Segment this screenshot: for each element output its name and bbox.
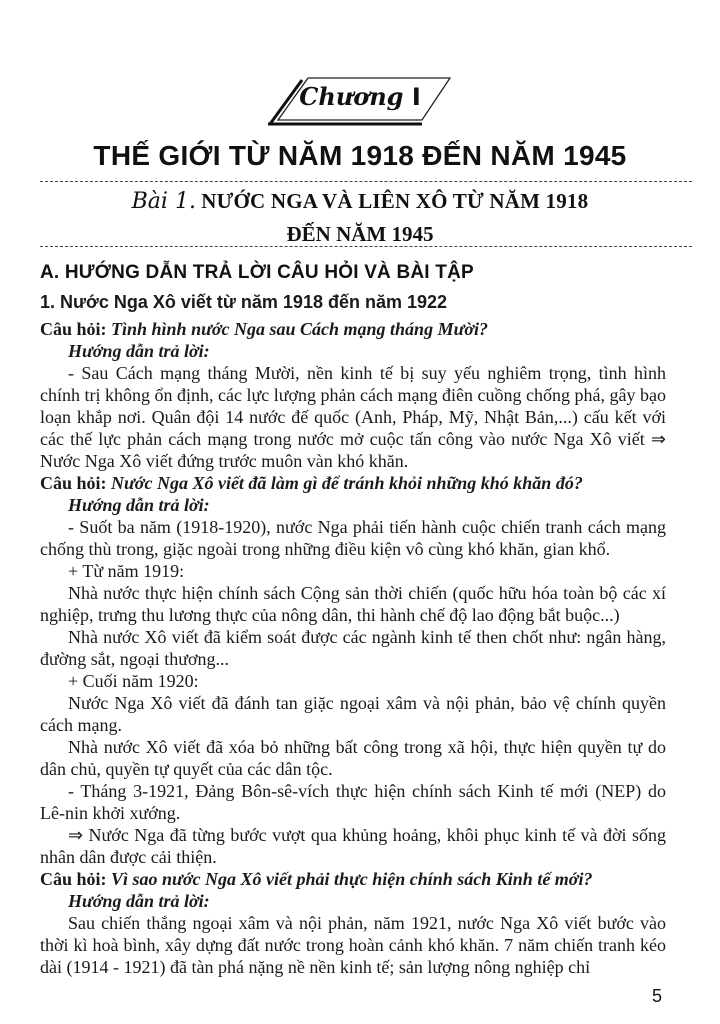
chapter-banner — [250, 68, 460, 128]
question-text: Tình hình nước Nga sau Cách mạng tháng Mười? — [111, 319, 489, 339]
question-3 — [40, 868, 666, 890]
answer-paragraph: Nhà nước Xô viết đã xóa bỏ những bất công trong xã hội, thực hiện quyền tự do dân chủ, quyền tự quyết của các dân tộc. — [40, 737, 666, 779]
answer-paragraph: Nước Nga Xô viết đã đánh tan giặc ngoại xâm và nội phản, bảo vệ chính quyền cách mạng. — [40, 693, 666, 735]
question-1 — [40, 318, 666, 340]
question-label: Câu hỏi: — [40, 869, 107, 889]
question-label: Câu hỏi: — [40, 473, 107, 493]
answer-paragraph: - Sau Cách mạng tháng Mười, nền kinh tế bị suy yếu nghiêm trọng, tình hình chính trị không ổn định, các lực lượng phản cách mạng điên cuồng chống phá, gây bạo loạn khắp nơi. Quân đội 14 nước đế quốc (Anh, Pháp, Mỹ, Nhật Bản,...) cấu kết với các thế lực phản cách mạng trong nước mở cuộc tấn công vào nước Nga Xô viết ⇒ Nước Nga Xô viết đứng trước muôn vàn khó khăn. — [40, 363, 666, 471]
answer-paragraph: - Tháng 3-1921, Đảng Bôn-sê-vích thực hiện chính sách Kinh tế mới (NEP) do Lê-nin khởi xướng. — [40, 781, 666, 823]
guide-label: Hướng dẫn trả lời: — [68, 891, 210, 911]
guide-label: Hướng dẫn trả lời: — [68, 495, 210, 515]
subheading-1: 1. Nước Nga Xô viết từ năm 1918 đến năm 1922 — [40, 292, 448, 312]
answer-paragraph: ⇒ Nước Nga đã từng bước vượt qua khủng hoảng, khôi phục kinh tế và đời sống nhân dân được cải thiện. — [40, 825, 666, 867]
question-text: Nước Nga Xô viết đã làm gì để tránh khỏi những khó khăn đó? — [111, 473, 583, 493]
divider-bottom — [40, 246, 692, 247]
lesson-title-line2: ĐẾN NĂM 1945 — [286, 222, 434, 246]
divider-top — [40, 181, 692, 182]
section-a-heading: A. HƯỚNG DẪN TRẢ LỜI CÂU HỎI VÀ BÀI TẬP — [40, 262, 474, 283]
page-number: 5 — [652, 986, 663, 1006]
answer-paragraph: Nhà nước Xô viết đã kiểm soát được các ngành kinh tế then chốt như: ngân hàng, đường sắt, ngoại thương... — [40, 627, 666, 669]
content-body — [40, 288, 666, 978]
answer-paragraph: Sau chiến thắng ngoại xâm và nội phản, năm 1921, nước Nga Xô viết bước vào thời kì hoà bình, xây dựng đất nước trong hoàn cảnh khó khăn. 7 năm chiến tranh kéo dài (1914 - 1921) đã tàn phá nặng nề nền kinh tế; sản lượng nông nghiệp chỉ — [40, 913, 666, 977]
chapter-label: Chương — [299, 82, 404, 111]
lesson-title-line1: NƯỚC NGA VÀ LIÊN XÔ TỪ NĂM 1918 — [201, 189, 589, 213]
answer-paragraph: - Suốt ba năm (1918-1920), nước Nga phải tiến hành cuộc chiến tranh cách mạng chống thù trong, giặc ngoài trong những điều kiện vô cùng khó khăn, gian khổ. — [40, 517, 666, 559]
answer-paragraph: + Cuối năm 1920: — [68, 671, 199, 691]
question-2 — [40, 472, 666, 494]
question-text: Vì sao nước Nga Xô viết phải thực hiện chính sách Kinh tế mới? — [111, 869, 593, 889]
main-title: THẾ GIỚI TỪ NĂM 1918 ĐẾN NĂM 1945 — [93, 140, 627, 171]
answer-paragraph: Nhà nước thực hiện chính sách Cộng sản thời chiến (quốc hữu hóa toàn bộ các xí nghiệp, trưng thu lương thực của nông dân, thi hành chế độ lao động bắt buộc...) — [40, 583, 666, 625]
guide-label: Hướng dẫn trả lời: — [68, 341, 210, 361]
lesson-heading — [0, 186, 720, 249]
chapter-heading — [290, 82, 430, 111]
answer-paragraph: + Từ năm 1919: — [68, 561, 185, 581]
question-label: Câu hỏi: — [40, 319, 107, 339]
chapter-numeral: I — [411, 83, 421, 111]
lesson-number: Bài 1. — [131, 189, 196, 214]
